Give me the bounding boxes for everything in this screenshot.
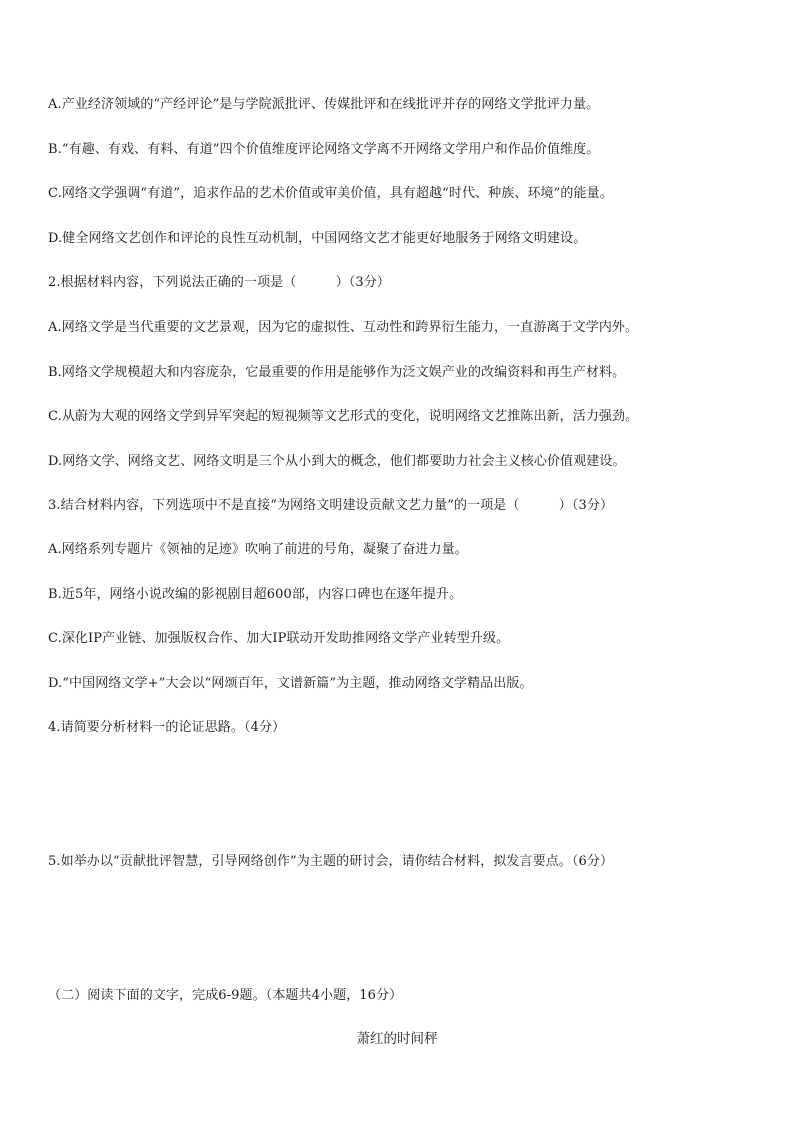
- q1-option-c: C.网络文学强调“有道”，追求作品的艺术价值或审美价值，具有超越“时代、种族、环境”的能量。: [48, 186, 613, 201]
- q2-option-c: C.从蔚为大观的网络文学到异军突起的短视频等文艺形式的变化，说明网络文艺推陈出新，活力强劲。: [48, 409, 639, 424]
- section2-heading: （二）阅读下面的文字，完成6-9题。（本题共4小题，16分）: [48, 988, 403, 1003]
- q2-stem: 2.根据材料内容，下列说法正确的一项是（ ）（3分）: [48, 275, 390, 290]
- q2-option-d: D.网络文学、网络文艺、网络文明是三个从小到大的概念，他们都要助力社会主义核心价值观建设。: [48, 454, 626, 469]
- q2-option-a: A.网络文学是当代重要的文艺景观，因为它的虚拟性、互动性和跨界衍生能力，一直游离于文学内外。: [48, 320, 639, 335]
- q3-option-c: C.深化IP产业链、加强版权合作、加大IP联动开发助推网络文学产业转型升级。: [48, 631, 510, 646]
- q3-option-b: B.近5年，网络小说改编的影视剧目超600部，内容口碑也在逐年提升。: [48, 587, 463, 602]
- q3-option-d: D.“中国网络文学+”大会以“网颂百年，文谱新篇”为主题，推动网络文学精品出版。: [48, 676, 533, 691]
- q3-option-a: A.网络系列专题片《领袖的足迹》吹响了前进的号角，凝聚了奋进力量。: [48, 542, 468, 557]
- q1-option-b: B.“有趣、有戏、有料、有道”四个价值维度评论网络文学离不开网络文学用户和作品价值维度。: [48, 142, 600, 157]
- q1-option-a: A.产业经济领域的“产经评论”是与学院派批评、传媒批评和在线批评并存的网络文学批评力量。: [48, 97, 600, 112]
- q5-stem: 5.如举办以“贡献批评智慧，引导网络创作”为主题的研讨会，请你结合材料，拟发言要点。（6分）: [48, 854, 614, 869]
- q4-stem: 4.请简要分析材料一的论证思路。（4分）: [48, 720, 286, 735]
- q3-stem: 3.结合材料内容，下列选项中不是直接“为网络文明建设贡献文艺力量”的一项是（ ）（3分）: [48, 498, 614, 513]
- q2-option-b: B.网络文学规模超大和内容庞杂，它最重要的作用是能够作为泛文娱产业的改编资料和再生产材料。: [48, 365, 626, 380]
- article-title: 萧红的时间秤: [356, 1031, 438, 1047]
- q1-option-d: D.健全网络文艺创作和评论的良性互动机制，中国网络文艺才能更好地服务于网络文明建设。: [48, 231, 587, 246]
